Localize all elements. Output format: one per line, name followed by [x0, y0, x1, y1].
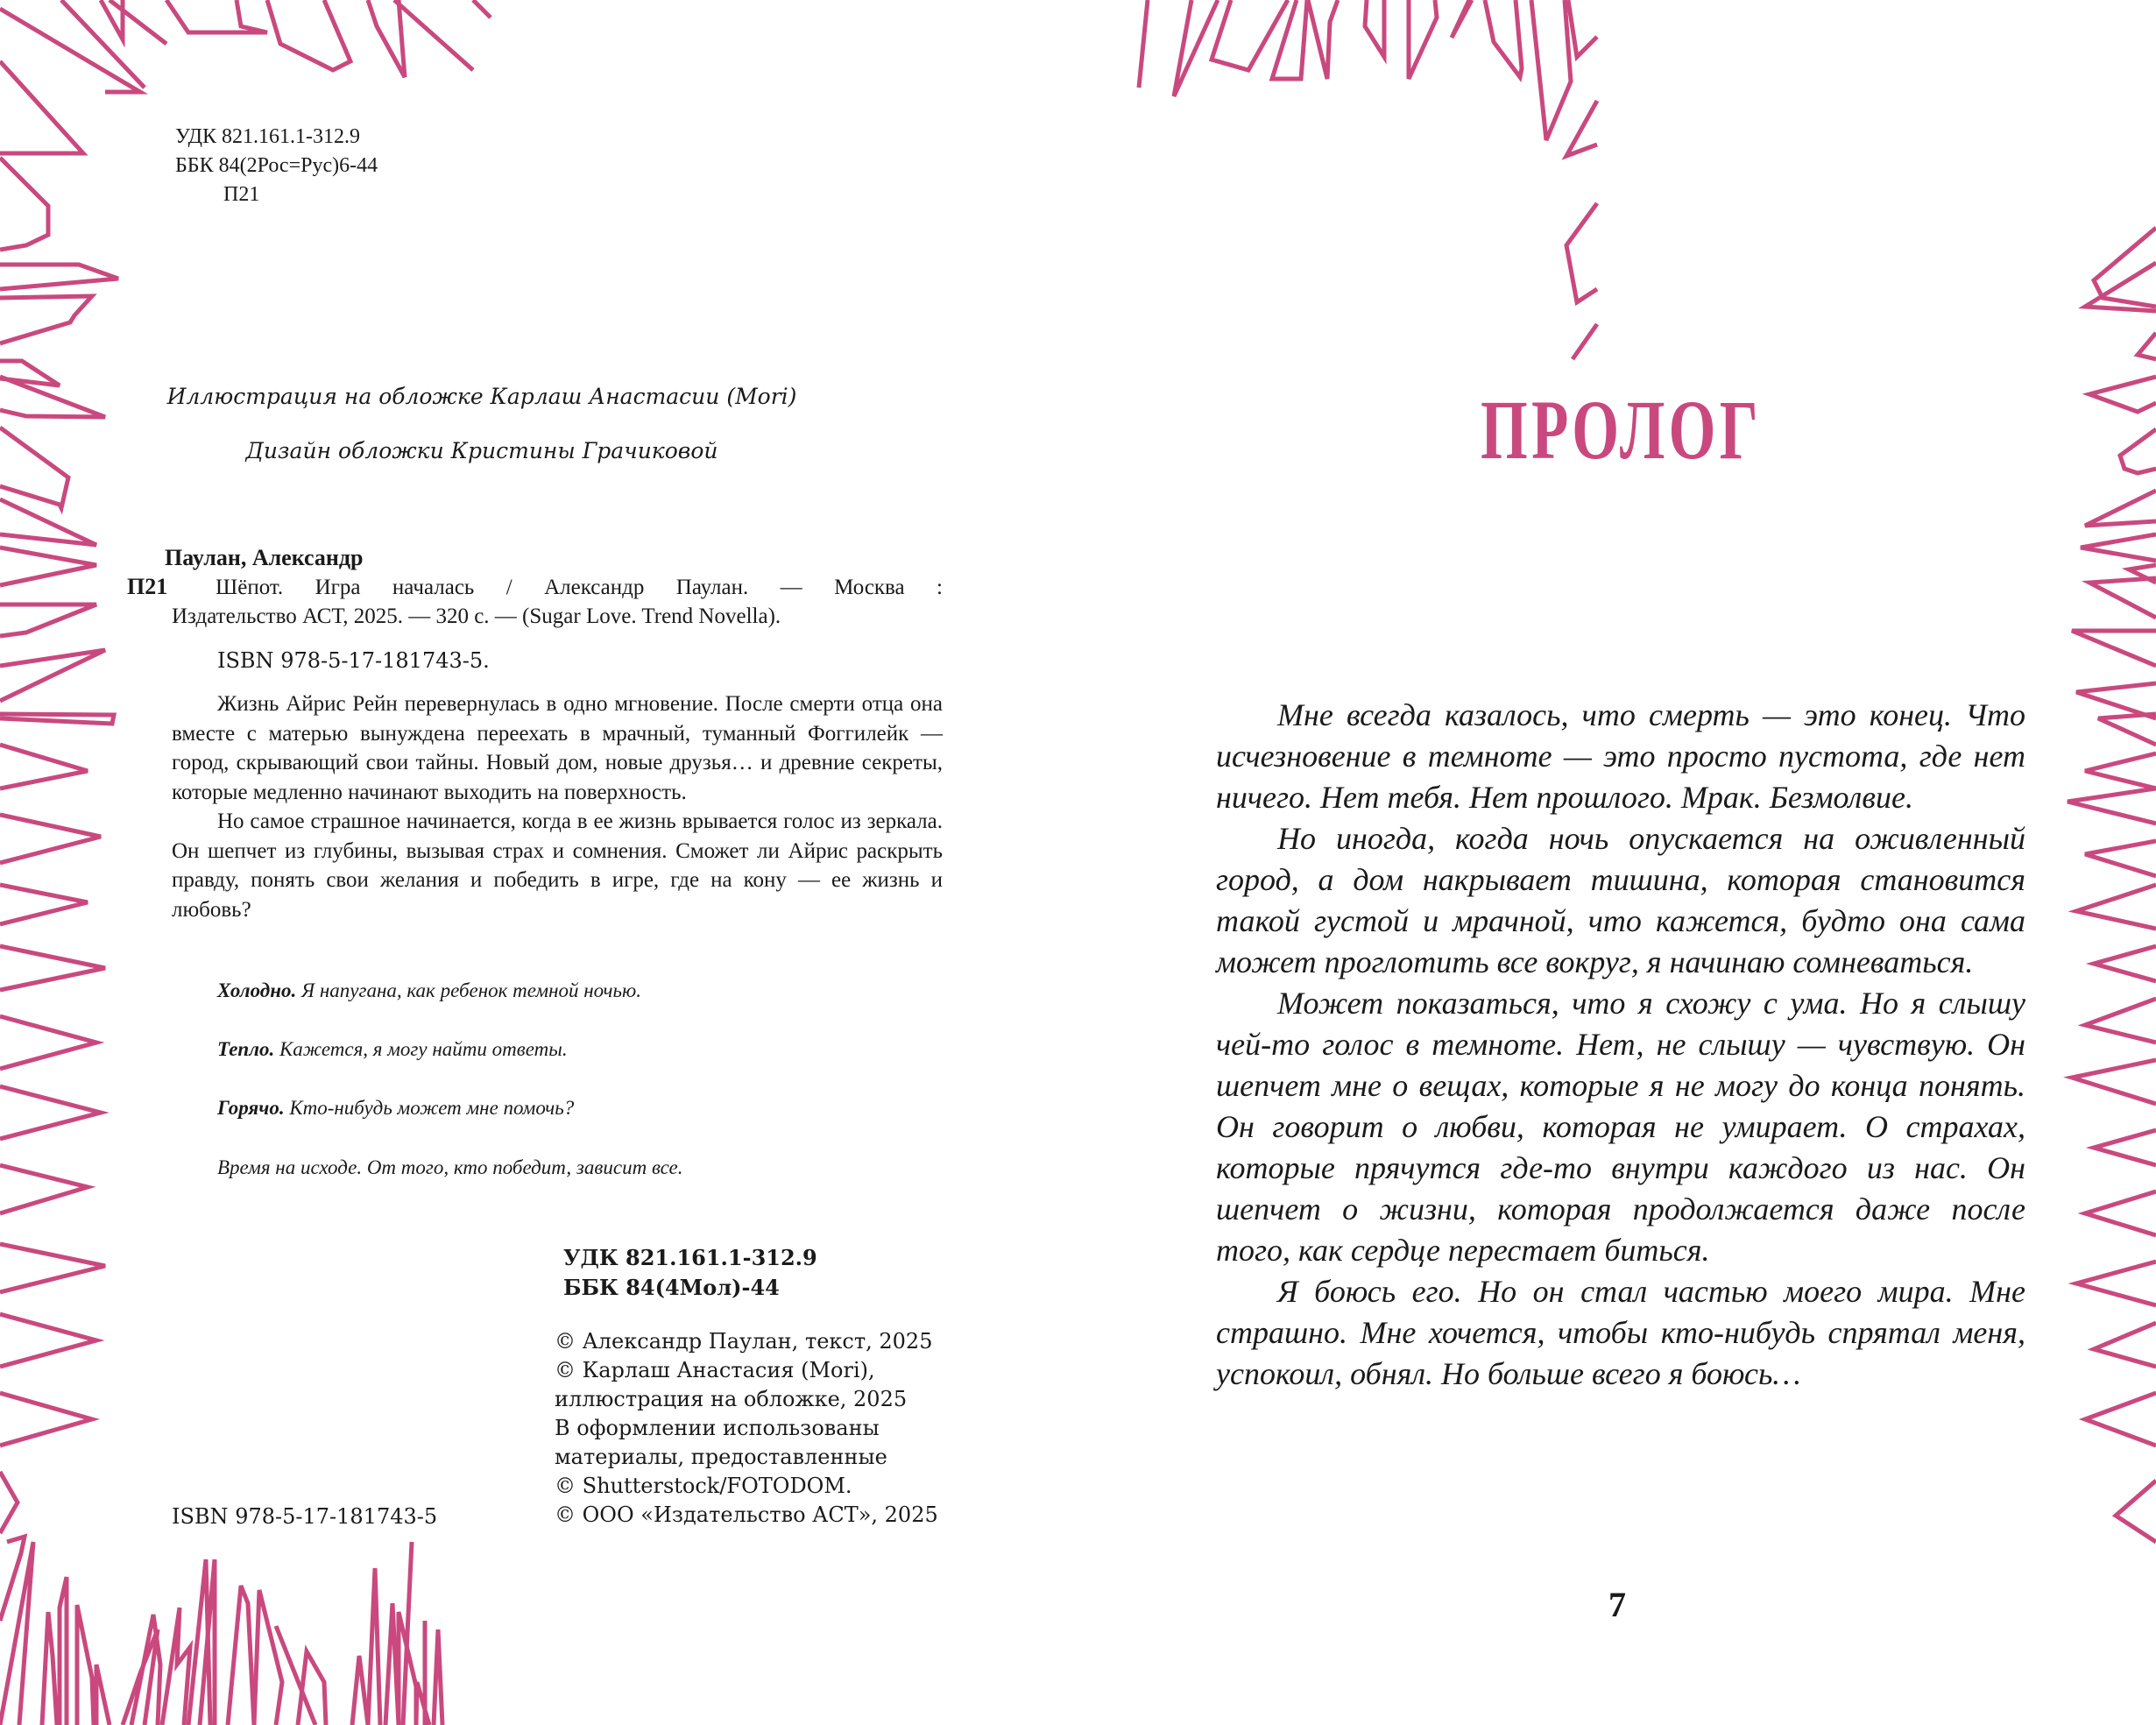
prologue-paragraph: Я боюсь его. Но он стал частью моего мира. Мне страшно. Мне хочется, чтобы кто-нибудь спрятал меня, успокоил, обнял. Но больше всего я боюсь… [1216, 1274, 2025, 1391]
bib-author-mark: П21 [127, 574, 168, 599]
teaser-keyword: Холодно. [217, 979, 297, 1001]
bib-isbn: ISBN 978-5-17-181743-5. [217, 648, 490, 673]
udk-bbk-header [175, 123, 378, 209]
copyright-line: В оформлении использованы [555, 1416, 880, 1440]
teaser-text: Время на исходе. От того, кто победит, зависит все. [217, 1156, 683, 1178]
teaser-line [217, 1156, 682, 1179]
teaser-line [217, 1097, 574, 1120]
annotation [172, 689, 943, 924]
copyright-line: © Карлаш Анастасия (Mori), [555, 1358, 875, 1382]
udk-code: УДК 821.161.1-312.9 [563, 1245, 817, 1270]
bibliographic-record [172, 573, 943, 631]
bib-author: Паулан, Александр [165, 545, 364, 570]
illustration-credit: Иллюстрация на обложке Карлаш Анастасии (Mori) [166, 384, 797, 409]
chapter-title: ПРОЛОГ [1481, 383, 1763, 477]
bib-publisher-line: Издательство АСТ, 2025. — 320 с. — (Sugar Love. Trend Novella). [172, 604, 781, 628]
copyright-line: иллюстрация на обложке, 2025 [555, 1387, 908, 1411]
page-number: 7 [1608, 1585, 1626, 1624]
prologue-paragraph: Мне всегда казалось, что смерть — это конец. Что исчезновение в темноте — это просто пустота, где нет ничего. Нет тебя. Нет прошлого. Мрак. Безмолвие. [1216, 697, 2025, 815]
bbk-code: ББК 84(2Рос=Рус)6-44 [175, 154, 378, 177]
udk-bbk-footer [563, 1243, 817, 1303]
teaser-line [217, 1038, 568, 1061]
isbn-footer: ISBN 978-5-17-181743-5 [172, 1504, 438, 1529]
cover-design-credit: Дизайн обложки Кристины Грачиковой [245, 438, 718, 463]
teaser-text: Кто-нибудь может мне помочь? [284, 1097, 575, 1119]
copyright-line: материалы, предоставленные [555, 1445, 887, 1469]
copyright-block [555, 1327, 938, 1530]
teaser-keyword: Тепло. [217, 1038, 275, 1060]
teaser-text: Кажется, я могу найти ответы. [274, 1038, 568, 1060]
prologue-paragraph: Но иногда, когда ночь опускается на оживленный город, а дом накрывает тишина, которая становится такой густой и мрачной, что кажется, будто она сама может проглотить все вокруг, я начинаю сомневаться. [1216, 821, 2025, 979]
copyright-line: © Александр Паулан, текст, 2025 [555, 1329, 933, 1354]
copyright-line: © ООО «Издательство АСТ», 2025 [555, 1502, 938, 1527]
teaser-text: Я напугана, как ребенок темной ночью. [296, 979, 641, 1001]
prologue-paragraph: Может показаться, что я схожу с ума. Но я слышу чей-то голос в темноте. Нет, не слышу — чувствую. Он шепчет мне о вещах, которые я не могу до конца понять. Он говорит о любви, которая не умирает. О страхах, которые прячутся где-то внутри каждого из нас. Он шепчет о жизни, которая продолжается даже после того, как сердце перестает биться. [1216, 986, 2025, 1268]
bib-title-line: Шёпот. Игра началась / Александр Паулан. — Москва : [216, 576, 943, 599]
teaser-keyword: Горячо. [217, 1097, 285, 1119]
copyright-line: © Shutterstock/FOTODOM. [555, 1474, 852, 1498]
bbk-code: ББК 84(4Мол)-44 [563, 1275, 780, 1300]
teaser-line [217, 979, 641, 1002]
annotation-paragraph: Но самое страшное начинается, когда в ее жизнь врывается голос из зеркала. Он шепчет из глубины, вызывая страх и сомнения. Сможет ли Айрис раскрыть правду, понять свои желания и победить в игре, где на кону — ее жизнь и любовь? [172, 809, 943, 922]
annotation-paragraph: Жизнь Айрис Рейн перевернулась в одно мгновение. После смерти отца она вместе с матерью вынуждена переехать в мрачный, туманный Фоггилейк — город, скрывающий свои тайны. Новый дом, новые друзья… и древние секреты, которые медленно начинают выходить на поверхность. [172, 692, 943, 804]
prologue-text [1216, 695, 2025, 1395]
udk-code: УДК 821.161.1-312.9 [175, 125, 360, 148]
author-mark: П21 [223, 183, 260, 206]
